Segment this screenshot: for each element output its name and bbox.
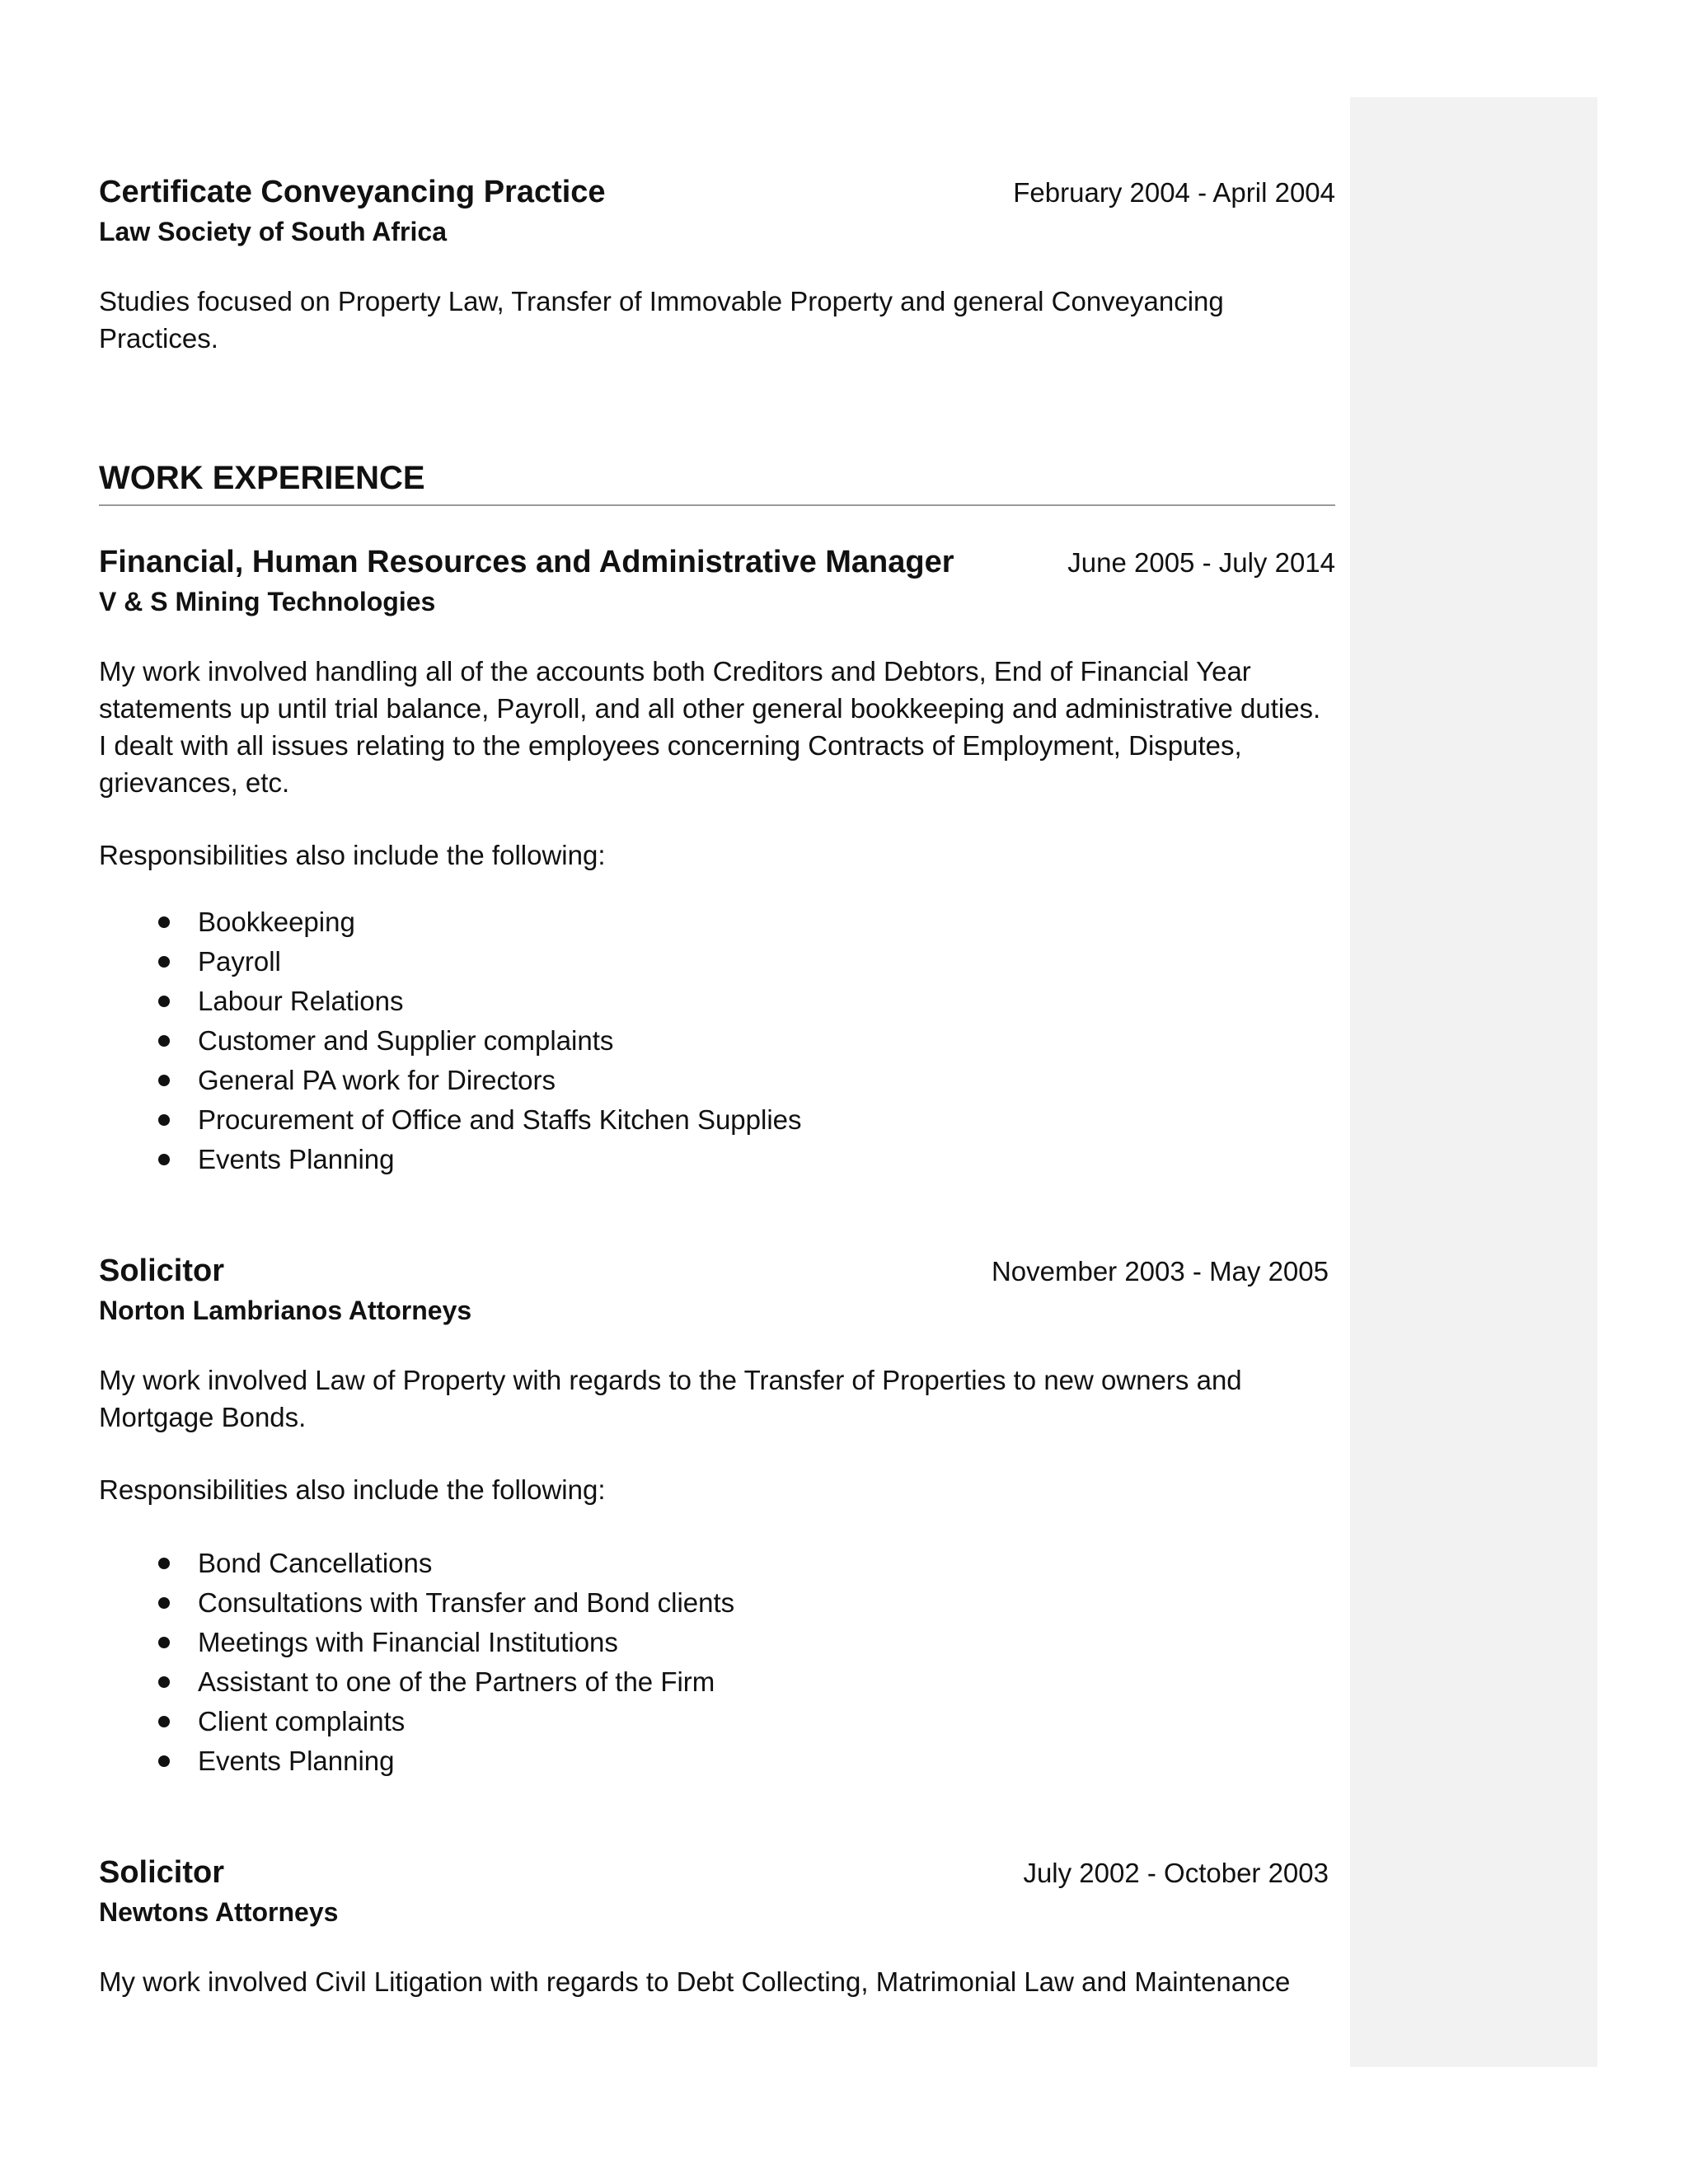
list-item — [99, 1140, 1335, 1179]
bullet-icon — [158, 1035, 170, 1047]
list-item-text: Client complaints — [198, 1706, 406, 1736]
bullet-icon — [158, 956, 170, 968]
list-item — [99, 1702, 1335, 1741]
job-title: Solicitor — [99, 1855, 225, 1890]
education-header — [99, 173, 1335, 212]
list-item-text: Customer and Supplier complaints — [198, 1025, 614, 1056]
list-item — [99, 1021, 1335, 1061]
list-item-text: Events Planning — [198, 1746, 395, 1776]
responsibilities-intro: Responsibilities also include the following: — [99, 1474, 606, 1505]
list-item — [99, 902, 1335, 942]
list-item-text: Bond Cancellations — [198, 1548, 433, 1578]
bullet-icon — [158, 1755, 170, 1767]
job-company: Newtons Attorneys — [99, 1897, 339, 1927]
list-item — [99, 1583, 1335, 1623]
job-dates: June 2005 - July 2014 — [1067, 547, 1335, 578]
sidebar-panel — [1350, 97, 1597, 2067]
responsibilities-intro: Responsibilities also include the following: — [99, 840, 606, 870]
list-item-text: General PA work for Directors — [198, 1065, 556, 1095]
list-item — [99, 1623, 1335, 1662]
list-item — [99, 1741, 1335, 1781]
list-item — [99, 982, 1335, 1021]
list-item — [99, 1061, 1335, 1100]
job-company: V & S Mining Technologies — [99, 587, 436, 616]
bullet-icon — [158, 1597, 170, 1609]
bullet-icon — [158, 996, 170, 1007]
education-title: Certificate Conveyancing Practice — [99, 175, 606, 209]
bullet-icon — [158, 1558, 170, 1569]
job-description: My work involved Civil Litigation with regards to Debt Collecting, Matrimonial Law and Maintenance — [99, 1966, 1291, 1997]
education-institution: Law Society of South Africa — [99, 217, 447, 246]
list-item-text: Bookkeeping — [198, 907, 355, 937]
job-title: Financial, Human Resources and Administrative Manager — [99, 545, 954, 579]
bullet-icon — [158, 1716, 170, 1727]
list-item-text: Labour Relations — [198, 986, 404, 1016]
bullet-icon — [158, 1114, 170, 1126]
job-entry — [99, 1854, 1335, 2000]
bullet-icon — [158, 1154, 170, 1165]
list-item-text: Consultations with Transfer and Bond clients — [198, 1587, 735, 1618]
job-company: Norton Lambrianos Attorneys — [99, 1296, 472, 1325]
bullet-icon — [158, 916, 170, 928]
job-dates: July 2002 - October 2003 — [1023, 1858, 1329, 1888]
list-item-text: Assistant to one of the Partners of the Firm — [198, 1666, 715, 1697]
list-item — [99, 1662, 1335, 1702]
list-item-text: Payroll — [198, 946, 281, 977]
bullet-icon — [158, 1075, 170, 1086]
education-dates: February 2004 - April 2004 — [1013, 177, 1335, 208]
bullet-icon — [158, 1637, 170, 1648]
education-entry — [99, 173, 1335, 357]
job-header — [99, 1252, 1335, 1291]
education-description: Studies focused on Property Law, Transfer of Immovable Property and general Conveyancing Practices. — [99, 286, 1224, 354]
bullet-icon — [158, 1676, 170, 1688]
list-item — [99, 1100, 1335, 1140]
job-description: My work involved Law of Property with regards to the Transfer of Properties to new owners and Mortgage Bonds. — [99, 1365, 1242, 1432]
job-entry — [99, 1252, 1335, 1781]
job-dates: November 2003 - May 2005 — [991, 1256, 1329, 1286]
job-description: My work involved handling all of the accounts both Creditors and Debtors, End of Financial Year statements up until trial balance, Payroll, and all other general bookkeeping and administrative duties. I dealt with all issues relating to the employees concerning Contracts of Employment, Disputes, grievances, etc. — [99, 656, 1321, 798]
job-title: Solicitor — [99, 1254, 225, 1288]
job-header — [99, 543, 1335, 582]
list-item-text: Events Planning — [198, 1144, 395, 1174]
responsibilities-list — [99, 1544, 1335, 1781]
responsibilities-list — [99, 902, 1335, 1179]
job-header — [99, 1854, 1335, 1892]
job-entry — [99, 543, 1335, 1179]
resume-content — [99, 173, 1335, 2000]
list-item-text: Meetings with Financial Institutions — [198, 1627, 618, 1657]
list-item — [99, 942, 1335, 982]
list-item — [99, 1544, 1335, 1583]
list-item-text: Procurement of Office and Staffs Kitchen Supplies — [198, 1104, 802, 1135]
section-heading-work-experience: WORK EXPERIENCE — [99, 458, 1335, 506]
